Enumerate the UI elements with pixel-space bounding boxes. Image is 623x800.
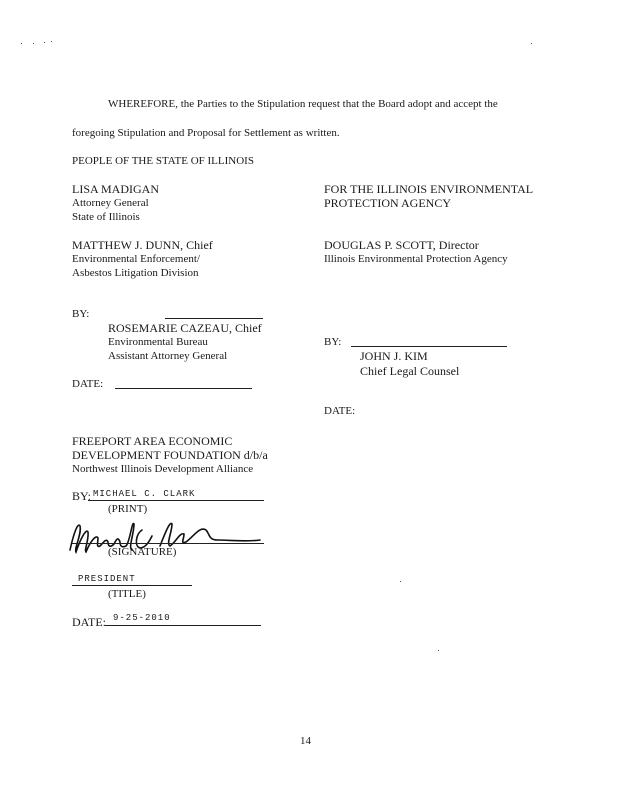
- intro-line-1: WHEREFORE, the Parties to the Stipulation request that the Board adopt and accept the: [108, 98, 498, 110]
- scan-speck: [400, 581, 401, 582]
- ag-signer-name: ROSEMARIE CAZEAU, Chief: [108, 321, 262, 335]
- respondent-signature-label: (SIGNATURE): [108, 546, 177, 558]
- respondent-line-1: FREEPORT AREA ECONOMIC: [72, 434, 233, 448]
- iepa-director-title: Illinois Environmental Protection Agency: [324, 253, 508, 265]
- respondent-date-line: [105, 625, 261, 626]
- respondent-title-line: [72, 585, 192, 586]
- respondent-title-label: (TITLE): [108, 588, 146, 600]
- respondent-print-line: [88, 500, 264, 501]
- scan-speck: [21, 43, 22, 44]
- people-heading: PEOPLE OF THE STATE OF ILLINOIS: [72, 155, 254, 167]
- respondent-date-label: DATE:: [72, 615, 106, 629]
- iepa-heading-2: PROTECTION AGENCY: [324, 196, 452, 210]
- respondent-signature-line: [72, 543, 264, 544]
- scan-speck: [531, 43, 532, 44]
- iepa-by-label: BY:: [324, 336, 342, 348]
- ag-title: Attorney General: [72, 197, 149, 209]
- ag-date-line: [115, 388, 252, 389]
- enforcement-title: Environmental Enforcement/: [72, 253, 200, 265]
- respondent-by-label: BY:: [72, 489, 91, 503]
- ag-by-label: BY:: [72, 308, 90, 320]
- iepa-signer-name: JOHN J. KIM: [360, 349, 428, 363]
- ag-name: LISA MADIGAN: [72, 182, 159, 196]
- respondent-line-3: Northwest Illinois Development Alliance: [72, 463, 254, 475]
- respondent-print-label: (PRINT): [108, 503, 148, 515]
- respondent-printed-name: MICHAEL C. CLARK: [93, 489, 196, 499]
- enforcement-division: Asbestos Litigation Division: [72, 267, 199, 279]
- respondent-title-value: PRESIDENT: [78, 574, 136, 584]
- scan-speck: [44, 42, 45, 43]
- iepa-signature-line: [351, 346, 507, 347]
- page-number: 14: [300, 735, 311, 747]
- scan-speck: [438, 650, 439, 651]
- iepa-director-name: DOUGLAS P. SCOTT, Director: [324, 238, 479, 252]
- enforcement-chief-name: MATTHEW J. DUNN, Chief: [72, 238, 213, 252]
- ag-signature-line: [165, 318, 263, 319]
- scan-speck: [33, 43, 34, 44]
- iepa-signer-title: Chief Legal Counsel: [360, 364, 460, 378]
- scan-speck: [51, 41, 52, 42]
- ag-date-label: DATE:: [72, 378, 104, 390]
- iepa-date-label: DATE:: [324, 405, 356, 417]
- iepa-heading-1: FOR THE ILLINOIS ENVIRONMENTAL: [324, 182, 534, 196]
- respondent-date-value: 9-25-2010: [113, 613, 171, 623]
- intro-line-2: foregoing Stipulation and Proposal for Settlement as written.: [72, 127, 340, 139]
- ag-signer-title: Assistant Attorney General: [108, 350, 228, 362]
- ag-state: State of Illinois: [72, 211, 140, 223]
- ag-signer-bureau: Environmental Bureau: [108, 336, 208, 348]
- respondent-line-2: DEVELOPMENT FOUNDATION d/b/a: [72, 448, 268, 462]
